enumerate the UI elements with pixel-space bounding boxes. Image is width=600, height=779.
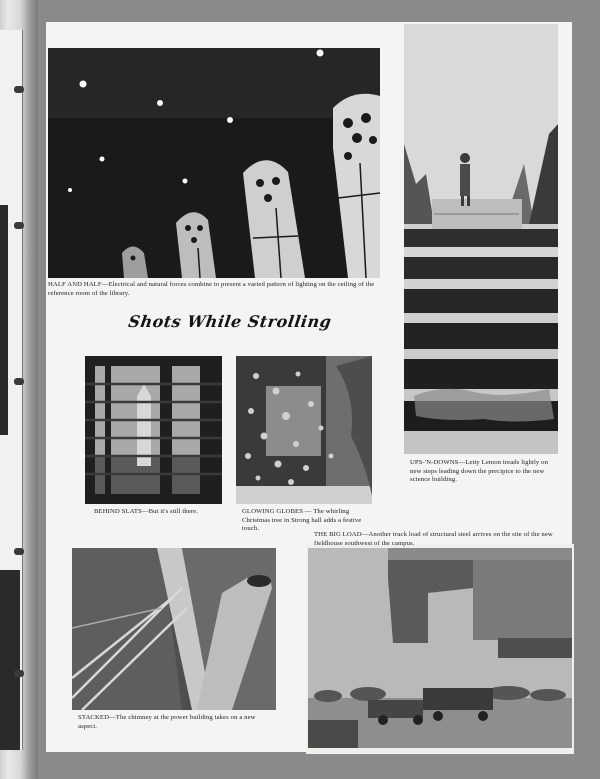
binder-ring	[14, 670, 24, 677]
photo-stacked-chimney	[72, 548, 276, 710]
photo-steps	[404, 24, 558, 454]
binder-ring	[14, 222, 24, 229]
photo-glowing-globes	[236, 356, 372, 504]
binder-ring	[14, 378, 24, 385]
caption-ups-n-downs: UPS-'N-DOWNS—Letty Lemon treads lightly on new steps leading down the precipice to the new science building.	[410, 459, 549, 484]
page-title: Shots While Strolling	[127, 312, 333, 331]
caption-glowing-globes: GLOWING GLOBES — The whirling Christmas tree in Strong hall adds a festive touch.	[242, 508, 362, 533]
previous-page-photo-edge	[0, 570, 20, 750]
photo-library-ceiling	[48, 48, 380, 278]
photo-big-load	[308, 548, 572, 748]
photo-behind-slats	[85, 356, 222, 504]
caption-behind-slats: BEHIND SLATS—But it's still there.	[94, 508, 198, 515]
caption-stacked: STACKED—The chimney at the power building takes on a new aspect.	[78, 714, 256, 730]
caption-half-and-half: HALF AND HALF—Electrical and natural forces combine to present a varied pattern of lighting on the ceiling of the reference room of the library.	[48, 281, 375, 297]
binder-ring	[14, 548, 24, 555]
binder-ring	[14, 86, 24, 93]
previous-page-edge	[0, 205, 8, 435]
caption-big-load: THE BIG LOAD—Another truck load of structural steel arrives on the site of the new fieldhouse southwest of the campus.	[314, 531, 553, 547]
